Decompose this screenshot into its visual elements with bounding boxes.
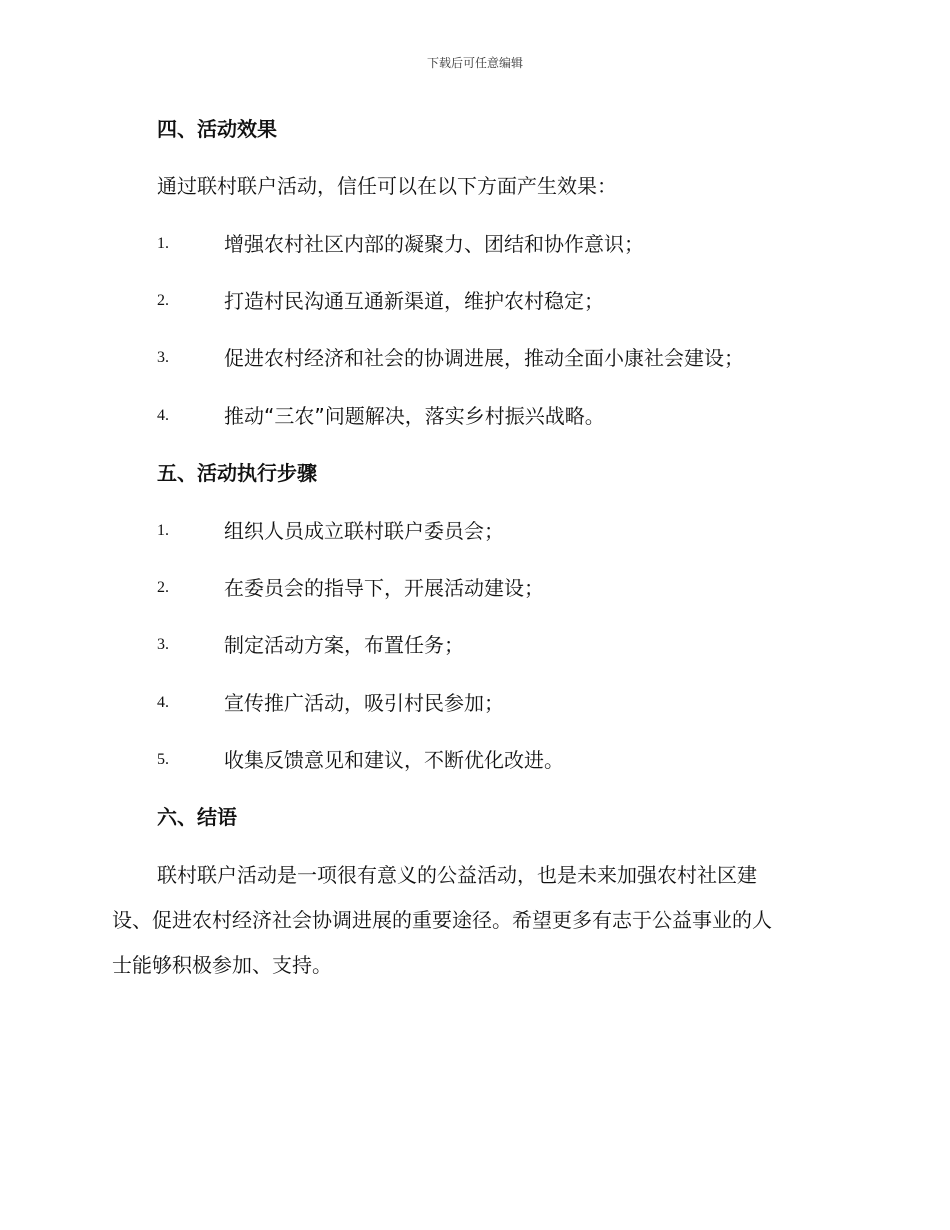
list-item-number: 2. [157, 292, 169, 309]
body-text-line: 士能够积极参加、支持。 [112, 953, 332, 977]
list-item-text: 推动“三农”问题解决，落实乡村振兴战略。 [224, 404, 605, 428]
list-item-text: 增强农村社区内部的凝聚力、团结和协作意识； [224, 232, 644, 256]
section-4-intro: 通过联村联户活动，信任可以在以下方面产生效果： [157, 174, 617, 198]
body-text-line: 设、促进农村经济社会协调进展的重要途径。希望更多有志于公益事业的人 [112, 908, 772, 932]
list-item-text: 收集反馈意见和建议，不断优化改进。 [224, 748, 564, 772]
list-item-number: 1. [157, 235, 169, 252]
list-item-number: 4. [157, 694, 169, 711]
list-item-number: 1. [157, 522, 169, 539]
list-item-text: 在委员会的指导下，开展活动建设； [224, 576, 544, 600]
list-item-number: 3. [157, 349, 169, 366]
list-item-number: 5. [157, 751, 169, 768]
section-heading-6: 六、结语 [157, 805, 237, 829]
list-item-number: 4. [157, 407, 169, 424]
section-heading-4: 四、活动效果 [157, 117, 277, 141]
page-header: 下载后可任意编辑 [426, 56, 523, 70]
list-item-number: 3. [157, 636, 169, 653]
body-text-line: 联村联户活动是一项很有意义的公益活动，也是未来加强农村社区建 [157, 863, 757, 887]
list-item-text: 制定活动方案，布置任务； [224, 633, 464, 657]
list-item-text: 促进农村经济和社会的协调进展，推动全面小康社会建设； [224, 346, 744, 370]
list-item-text: 组织人员成立联村联户委员会； [224, 519, 504, 543]
list-item-text: 打造村民沟通互通新渠道，维护农村稳定； [224, 289, 604, 313]
section-heading-5: 五、活动执行步骤 [157, 461, 317, 485]
list-item-number: 2. [157, 579, 169, 596]
list-item-text: 宣传推广活动，吸引村民参加； [224, 691, 504, 715]
